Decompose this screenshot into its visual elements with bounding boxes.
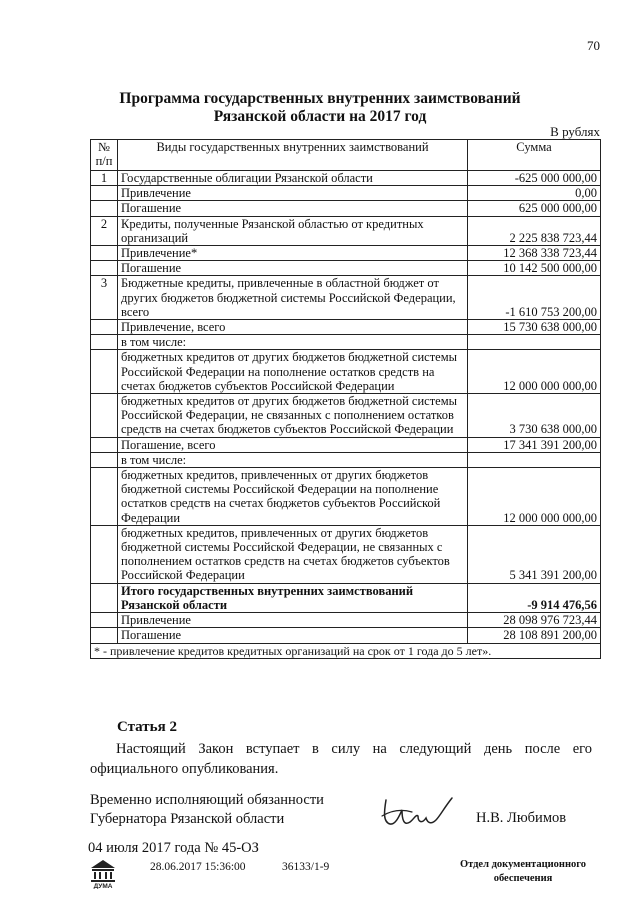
- row-name: Кредиты, полученные Рязанской областью от кредитных организаций: [118, 216, 468, 245]
- row-name: Погашение: [118, 261, 468, 276]
- row-amount: 15 730 638 000,00: [468, 320, 601, 335]
- row-name: Государственные облигации Рязанской области: [118, 171, 468, 186]
- duma-logo-icon: [88, 859, 118, 889]
- row-name: Итого государственных внутренних заимствований Рязанской области: [118, 583, 468, 612]
- footnote-row: [91, 643, 601, 658]
- row-number: 2: [91, 216, 118, 245]
- row-number: [91, 452, 118, 467]
- row-name: в том числе:: [118, 452, 468, 467]
- row-amount: 5 341 391 200,00: [468, 525, 601, 583]
- title-line-1: Программа государственных внутренних заимствований: [119, 90, 521, 107]
- row-amount: 0,00: [468, 186, 601, 201]
- row-number: [91, 201, 118, 216]
- row-amount: -625 000 000,00: [468, 171, 601, 186]
- row-amount: 17 341 391 200,00: [468, 437, 601, 452]
- table-row: [91, 276, 601, 320]
- article-heading: Статья 2: [117, 719, 177, 735]
- row-name: Привлечение, всего: [118, 320, 468, 335]
- row-amount: 625 000 000,00: [468, 201, 601, 216]
- department-line-1: Отдел документационного: [459, 859, 587, 870]
- registration-number: 36133/1-9: [282, 861, 330, 873]
- row-number: 3: [91, 276, 118, 320]
- row-name: бюджетных кредитов, привлеченных от других бюджетов бюджетной системы Российской Федерации на пополнение остатков средств на счетах бюджетов субъектов Российской Федерации: [118, 468, 468, 526]
- header-number: [91, 140, 118, 171]
- row-amount: [468, 335, 601, 350]
- table-row: [91, 628, 601, 643]
- table-row: [91, 201, 601, 216]
- row-name: Бюджетные кредиты, привлеченные в областной бюджет от других бюджетов бюджетной системы Российской Федерации, всего: [118, 276, 468, 320]
- table-row: [91, 350, 601, 394]
- row-name: Привлечение: [118, 186, 468, 201]
- header-sum: Сумма: [468, 140, 601, 171]
- table-row: [91, 437, 601, 452]
- row-number: [91, 261, 118, 276]
- row-name: Погашение: [118, 201, 468, 216]
- table-row: [91, 583, 601, 612]
- row-number: [91, 437, 118, 452]
- row-amount: -9 914 476,56: [468, 583, 601, 612]
- row-number: [91, 320, 118, 335]
- row-name: Привлечение: [118, 613, 468, 628]
- header-number-line1: №: [98, 140, 110, 154]
- row-amount: 12 000 000 000,00: [468, 350, 601, 394]
- row-amount: 28 108 891 200,00: [468, 628, 601, 643]
- row-number: [91, 350, 118, 394]
- table-body: [91, 171, 601, 644]
- row-name: в том числе:: [118, 335, 468, 350]
- table-row: [91, 246, 601, 261]
- row-name: Погашение: [118, 628, 468, 643]
- table-header-row: [91, 140, 601, 171]
- row-amount: 3 730 638 000,00: [468, 394, 601, 438]
- row-amount: 28 098 976 723,44: [468, 613, 601, 628]
- law-date-number: 04 июля 2017 года № 45-ОЗ: [88, 840, 259, 856]
- row-amount: 12 000 000 000,00: [468, 468, 601, 526]
- table-row: [91, 525, 601, 583]
- header-kind: Виды государственных внутренних заимствований: [118, 140, 468, 171]
- row-number: [91, 628, 118, 643]
- table-row: [91, 216, 601, 245]
- table-row: [91, 171, 601, 186]
- row-number: [91, 186, 118, 201]
- signer-role: [90, 791, 324, 829]
- row-number: 1: [91, 171, 118, 186]
- table-row: [91, 452, 601, 467]
- row-name: бюджетных кредитов от других бюджетов бюджетной системы Российской Федерации на пополнение остатков средств на счетах бюджетов субъектов Российской Федерации: [118, 350, 468, 394]
- document-title: [0, 90, 640, 126]
- logo-text: ДУМА: [93, 883, 113, 889]
- row-name: Привлечение*: [118, 246, 468, 261]
- page-number: 70: [587, 38, 600, 53]
- table-row: [91, 468, 601, 526]
- department-stamp: [448, 858, 598, 886]
- row-amount: [468, 452, 601, 467]
- title-line-2: Рязанской области на 2017 год: [213, 108, 427, 125]
- signer-name: Н.В. Любимов: [476, 810, 567, 826]
- row-name: бюджетных кредитов от других бюджетов бюджетной системы Российской Федерации, не связанных с пополнением остатков средств на счетах бюджетов субъектов Российской Федерации: [118, 394, 468, 438]
- table-footnote: * - привлечение кредитов кредитных организаций на срок от 1 года до 5 лет».: [91, 643, 601, 658]
- row-amount: -1 610 753 200,00: [468, 276, 601, 320]
- article-text: Настоящий Закон вступает в силу на следующий день после его официального опубликования.: [90, 741, 592, 777]
- row-amount: 2 225 838 723,44: [468, 216, 601, 245]
- row-number: [91, 613, 118, 628]
- row-number: [91, 246, 118, 261]
- row-name: бюджетных кредитов, привлеченных от других бюджетов бюджетной системы Российской Федерации, не связанных с пополнением остатков средств на счетах бюджетов субъектов Российской Федерации: [118, 525, 468, 583]
- row-number: [91, 335, 118, 350]
- table-row: [91, 261, 601, 276]
- row-number: [91, 583, 118, 612]
- row-number: [91, 394, 118, 438]
- row-name: Погашение, всего: [118, 437, 468, 452]
- table-row: [91, 320, 601, 335]
- table-row: [91, 335, 601, 350]
- borrowing-table: [90, 139, 601, 659]
- table-row: [91, 613, 601, 628]
- row-amount: 10 142 500 000,00: [468, 261, 601, 276]
- signer-role-line-2: Губернатора Рязанской области: [90, 811, 285, 827]
- row-number: [91, 468, 118, 526]
- registration-datetime: 28.06.2017 15:36:00: [150, 861, 246, 873]
- row-number: [91, 525, 118, 583]
- table-row: [91, 394, 601, 438]
- signer-role-line-1: Временно исполняющий обязанности: [90, 792, 324, 808]
- handwritten-signature: [378, 790, 458, 836]
- unit-label: В рублях: [550, 124, 600, 139]
- table-row: [91, 186, 601, 201]
- header-number-line2: п/п: [95, 154, 113, 168]
- department-line-2: обеспечения: [493, 873, 553, 884]
- row-amount: 12 368 338 723,44: [468, 246, 601, 261]
